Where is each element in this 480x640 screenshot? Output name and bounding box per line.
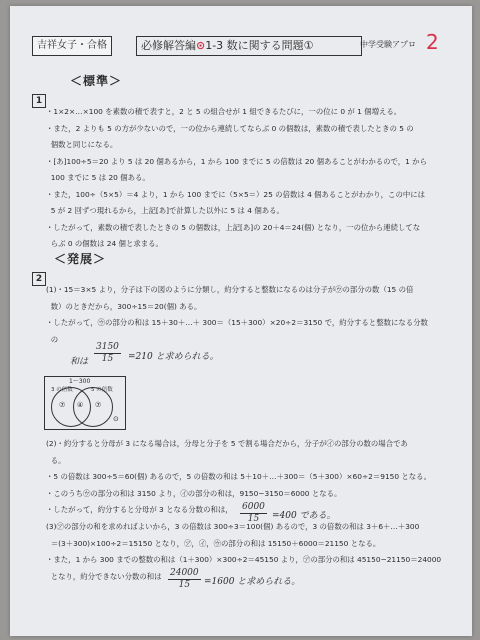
part1-text [46, 282, 456, 348]
page-number: 2 [426, 30, 439, 54]
answer-sheet [10, 6, 472, 636]
part2-result: =400 である。 [272, 511, 336, 521]
part2-line: る。 [46, 455, 66, 465]
basic-line: ・また，100÷（5×5）＝4 より，1 から 100 までに（5×5＝）25 の倍数は 4 個あることがわかり，この中には [46, 189, 426, 199]
part3-line: (3)㋐の部分の和を求めればよいから，3 の倍数は 300÷3＝100(個) あるので，3 の倍数の和は 3＋6＋…＋300 [46, 522, 420, 531]
part1-line: (1)・15＝3×5 より，分子は下の図のように分類し，約分すると整数になるのは分子が㋒の部分の数（15 の倍 [46, 285, 414, 294]
part2-line: ・このうち㋒の部分の和は 3150 より，㋑の部分の和は，9150−3150＝6000 となる。 [46, 488, 342, 498]
part1-fraction [94, 342, 121, 365]
venn-title: 1〜300 [69, 378, 91, 385]
basic-line: ・1×2×…×100 を素数の積で表すと，2 と 5 の組合せが 1 組できるたびに，一の位に 0 が 1 個増える。 [46, 107, 402, 116]
part1-result: =210 と求められる。 [128, 352, 219, 362]
part1-frac-den: 15 [101, 354, 114, 364]
part1-frac-num: 3150 [96, 342, 119, 352]
basic-text [46, 104, 456, 253]
venn-mark-d: ⊙ [113, 415, 119, 423]
basic-line: 個数と同じになる。 [46, 140, 118, 149]
part3-frac-den: 15 [178, 580, 191, 590]
title-prefix: 必修解答編 [141, 39, 196, 52]
venn-mark-a: ⑦ [59, 401, 66, 409]
school-label: 吉祥女子・合格 [32, 36, 112, 56]
basic-line: 100 までに 5 は 20 個ある。 [46, 173, 150, 182]
basic-line: ・したがって，素数の積で表したときの 5 の個数は，上記[あ]の 20＋4＝24(個) となり，一の位から連続してな [46, 222, 421, 232]
sheet-title [136, 36, 362, 56]
part1-sum-label: 和は [70, 357, 89, 367]
part1-line: ・したがって，㋒の部分の和は 15＋30＋…＋ 300＝（15＋300）×20÷2＝3150 で，約分すると整数になる分数 [46, 318, 428, 327]
venn-mark-b: ④ [77, 401, 84, 409]
advanced-heading: ＜発展＞ [54, 252, 107, 266]
part1-line: 数）のときだから，300÷15＝20(個) ある。 [46, 301, 202, 311]
part3-frac-num: 24000 [170, 568, 199, 578]
part2-line: (2)・約分すると分母が 3 になる場合は，分母と分子を 5 で割る場合だから，分子が㋑の部分の数の場合であ [46, 439, 408, 448]
venn-mark-c: ⑦ [95, 401, 102, 409]
part2-frac-den: 15 [247, 514, 260, 524]
part2-frac-num: 6000 [242, 502, 265, 512]
venn-left-label: 3 の倍数 [51, 387, 73, 393]
basic-heading: ＜標準＞ [70, 74, 123, 88]
question-number-2: 2 [32, 272, 46, 286]
question-number-1: 1 [32, 94, 46, 108]
title-rest: 1-3 数に関する問題① [205, 39, 314, 52]
part1-line: の [46, 334, 59, 344]
basic-line: ・[あ]100÷5＝20 より 5 は 20 個あるから，1 から 100 までに 5 の倍数は 20 個あることがわかるので，1 から [46, 156, 427, 166]
venn-diagram [44, 376, 126, 430]
part3-line: ＝(3＋300)×100÷2＝15150 となり，㋐，㋑，㋒の部分の和は 15150＋6000＝21150 となる。 [46, 538, 381, 548]
title-mark: ⊙ [196, 39, 206, 52]
basic-line: 5 が 2 回ずつ現れるから，上記[あ]で計算した以外に 5 は 4 個ある。 [46, 206, 284, 215]
part3-fraction [168, 568, 201, 591]
part3-line: ・また，1 から 300 までの整数の和は（1＋300）×300÷2＝45150 より，㋐の部分の和は 45150−21150＝24000 [46, 555, 442, 564]
part3-line: となり，約分できない分数の和は [46, 571, 162, 581]
basic-line: らぶ 0 の個数は 24 個と求まる。 [46, 239, 163, 248]
part2-line: ・したがって，約分すると分母が 3 となる分数の和は， [46, 505, 233, 514]
basic-line: ・また，2 よりも 5 の方が少ないので，一の位から連続してならぶ 0 の個数は，素数の積で表したときの 5 の [46, 123, 414, 133]
series-label: 中学受験アプロ [360, 40, 416, 49]
venn-right-label: 5 の倍数 [91, 387, 113, 393]
part2-line: ・5 の倍数は 300÷5＝60(個) あるので，5 の倍数の和は 5＋10＋…＋300＝（5＋300）×60÷2＝9150 となる。 [46, 472, 431, 481]
part3-result: =1600 と求められる。 [204, 577, 301, 587]
